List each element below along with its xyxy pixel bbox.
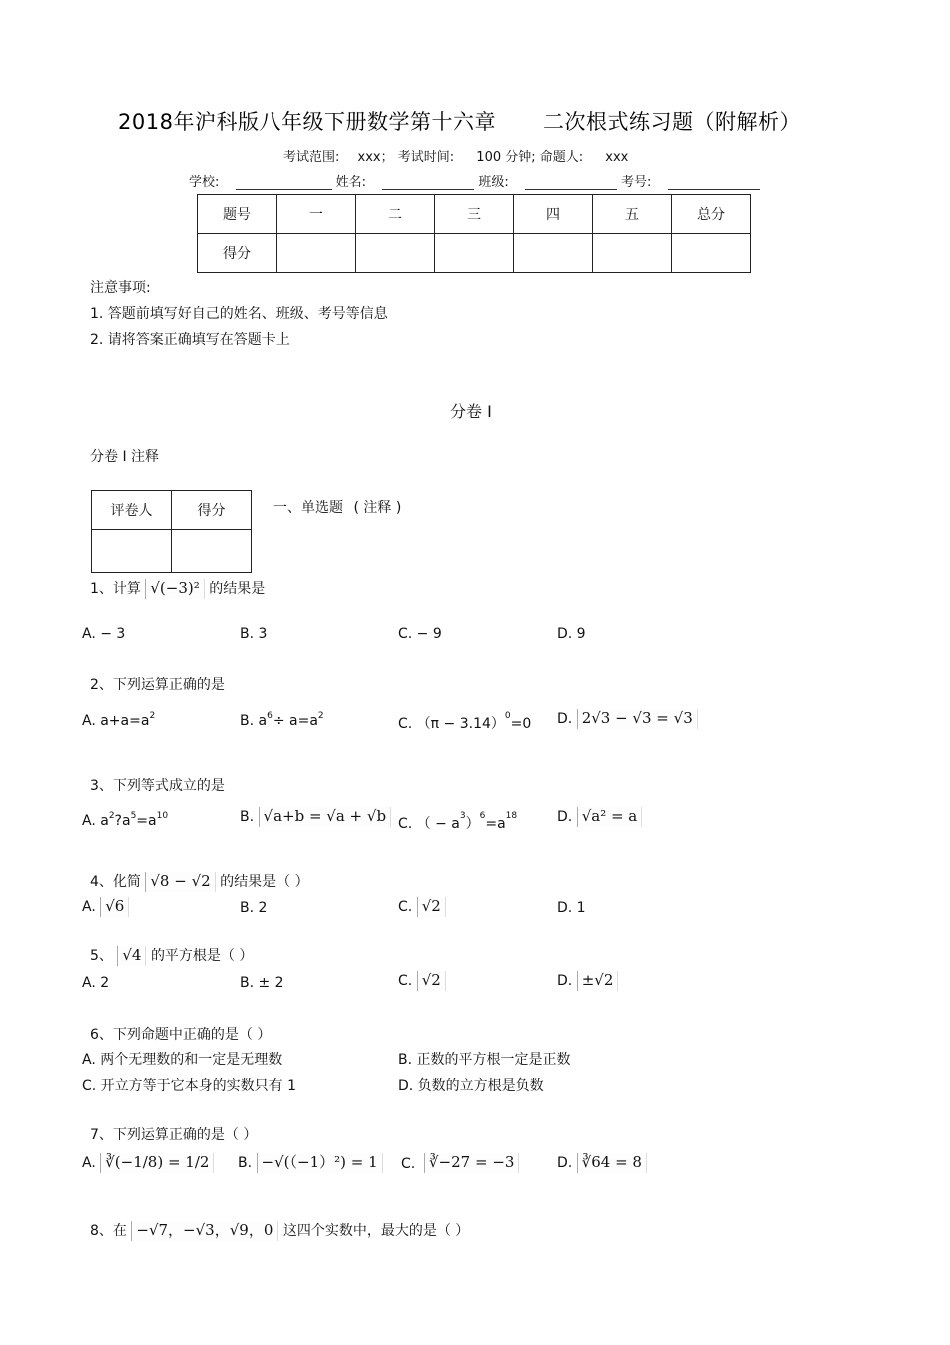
question-3-stem: 3、下列等式成立的是 <box>90 778 225 794</box>
question-7-stem: 7、下列运算正确的是（ ） <box>90 1127 258 1143</box>
q6-option-a[interactable]: A. 两个无理数的和一定是无理数 <box>82 1052 283 1068</box>
question-number: 1、计算 <box>90 581 141 597</box>
option-label: D. <box>557 711 573 727</box>
school-blank[interactable] <box>236 175 332 190</box>
q1-option-b[interactable]: B. 3 <box>240 626 268 642</box>
score-header-cell: 一 <box>277 195 356 234</box>
q3-option-b[interactable] <box>240 807 391 827</box>
q6-option-d[interactable]: D. 负数的立方根是负数 <box>398 1078 544 1094</box>
score-cell[interactable] <box>514 234 593 273</box>
q7-option-a[interactable] <box>82 1153 214 1173</box>
range-value: xxx； <box>357 150 394 165</box>
q3-option-d[interactable] <box>557 807 642 827</box>
score-cell[interactable] <box>435 234 514 273</box>
question-8-expression: −√7，−√3，√9，0 <box>131 1221 278 1241</box>
q2-option-a[interactable] <box>82 713 155 729</box>
page-title-right: 二次根式练习题（附解析） <box>543 110 801 134</box>
score-cell[interactable] <box>593 234 672 273</box>
option-text: A. a <box>82 813 109 829</box>
option-label: D. <box>557 1155 573 1171</box>
score-header-cell: 二 <box>356 195 435 234</box>
option-expression: 2√3 − √3 = √3 <box>577 709 698 729</box>
grader-row <box>92 530 252 573</box>
option-label: B. <box>238 1155 253 1171</box>
question-2-stem: 2、下列运算正确的是 <box>90 677 225 693</box>
q7-option-b[interactable] <box>238 1153 383 1173</box>
name-blank[interactable] <box>382 175 474 190</box>
q4-option-c[interactable] <box>398 897 446 917</box>
student-fields <box>189 171 760 190</box>
score-cell[interactable] <box>277 234 356 273</box>
question-6-stem: 6、下列命题中正确的是（ ） <box>90 1027 272 1043</box>
grader-header-cell: 评卷人 <box>92 491 172 530</box>
option-expression: ∛−27 = −3 <box>424 1153 519 1173</box>
superscript: 6 <box>267 711 273 721</box>
score-row-label: 得分 <box>198 234 277 273</box>
option-text: =a <box>485 816 506 832</box>
score-header-cell: 五 <box>593 195 672 234</box>
q1-option-c[interactable]: C. − 9 <box>398 626 442 642</box>
option-label: D. <box>557 973 573 989</box>
superscript: 2 <box>108 811 115 821</box>
superscript: 0 <box>504 711 511 721</box>
part-title-text: 一、单选题 <box>273 500 343 516</box>
q7-option-c-label: C. <box>401 1156 416 1172</box>
q4-option-a[interactable] <box>82 897 129 917</box>
option-expression: ∛64 = 8 <box>577 1153 647 1173</box>
option-text: ） <box>465 816 480 832</box>
page-title-left: 2018年沪科版八年级下册数学第十六章 <box>118 110 496 134</box>
exam-info <box>283 146 628 165</box>
option-label: A. <box>82 899 96 915</box>
question-8-stem <box>90 1220 469 1241</box>
q3-option-c[interactable] <box>398 813 517 833</box>
part-title <box>273 497 401 517</box>
notes-item: 2. 请将答案正确填写在答题卡上 <box>90 332 290 348</box>
q2-option-c[interactable] <box>398 713 531 733</box>
grader-header-cell: 得分 <box>172 491 252 530</box>
option-text: B. a <box>240 713 268 729</box>
question-stem-tail: 的平方根是（ ） <box>150 948 254 964</box>
option-text: ÷ a=a <box>272 713 318 729</box>
score-table-header-row <box>198 195 751 234</box>
score-cell[interactable] <box>672 234 751 273</box>
option-label: C. <box>398 899 413 915</box>
author-value: xxx <box>605 150 629 165</box>
notes-heading: 注意事项: <box>90 280 151 296</box>
question-number: 8、在 <box>90 1223 127 1239</box>
score-header-cell: 三 <box>435 195 514 234</box>
range-label: 考试范围: <box>283 150 340 165</box>
superscript: 2 <box>317 711 324 721</box>
option-expression: √a+b = √a + √b <box>259 807 392 827</box>
question-stem-tail: 这四个实数中，最大的是（ ） <box>282 1223 470 1239</box>
score-header-cell: 总分 <box>672 195 751 234</box>
question-stem-tail: 的结果是 <box>209 581 266 597</box>
question-4-expression: √8 − √2 <box>145 872 215 892</box>
notes-item: 1. 答题前填写好自己的姓名、班级、考号等信息 <box>90 306 388 322</box>
option-label: D. <box>557 809 573 825</box>
q6-option-c[interactable]: C. 开立方等于它本身的实数只有 1 <box>82 1078 297 1094</box>
option-expression: ±√2 <box>577 971 619 991</box>
superscript: 18 <box>505 811 518 821</box>
option-expression: √2 <box>417 897 446 917</box>
option-expression: −√(（−1）²) = 1 <box>257 1153 383 1173</box>
q1-option-d[interactable]: D. 9 <box>557 626 586 642</box>
q2-option-d[interactable] <box>557 709 698 729</box>
question-stem-tail: 的结果是（ ） <box>220 874 309 890</box>
score-table-row <box>198 234 751 273</box>
school-label: 学校: <box>189 175 220 190</box>
grader-header-row <box>92 491 252 530</box>
superscript: 10 <box>156 811 169 821</box>
part-note: ( 注释 ) <box>353 500 402 516</box>
score-table <box>197 194 751 273</box>
q5-option-d[interactable] <box>557 971 618 991</box>
q3-option-a[interactable] <box>82 813 168 829</box>
class-label: 班级: <box>478 175 509 190</box>
name-label: 姓名: <box>335 175 367 190</box>
superscript: 2 <box>149 711 156 721</box>
q5-option-c[interactable] <box>398 971 446 991</box>
number-blank[interactable] <box>668 175 760 190</box>
q2-option-b[interactable] <box>240 713 324 729</box>
superscript: 3 <box>459 811 466 821</box>
option-expression: √2 <box>417 971 446 991</box>
number-label: 考号: <box>621 175 652 190</box>
q6-option-b[interactable]: B. 正数的平方根一定是正数 <box>398 1052 571 1068</box>
q7-option-c[interactable] <box>424 1153 519 1173</box>
score-header-cell: 题号 <box>198 195 277 234</box>
q5-option-b[interactable]: B. ± 2 <box>240 975 284 991</box>
option-text: C. （ − a <box>398 816 460 832</box>
option-expression: ∛(−1/8) = 1/2 <box>100 1153 214 1173</box>
question-4-stem <box>90 871 309 892</box>
grader-cell[interactable] <box>92 530 172 573</box>
q5-option-a[interactable]: A. 2 <box>82 975 110 991</box>
option-text: A. a+a=a <box>82 713 150 729</box>
q4-option-d[interactable]: D. 1 <box>557 900 586 916</box>
section-note: 分卷 I 注释 <box>90 449 160 465</box>
superscript: 6 <box>479 811 486 821</box>
option-expression: √6 <box>100 897 129 917</box>
option-expression: √a² = a <box>577 807 643 827</box>
option-label: A. <box>82 1155 96 1171</box>
question-5-stem <box>90 945 253 966</box>
q4-option-b[interactable]: B. 2 <box>240 900 268 916</box>
time-label: 考试时间: <box>397 150 455 165</box>
option-text: =0 <box>510 716 532 732</box>
author-label: 命题人: <box>539 150 584 165</box>
option-label: B. <box>240 809 255 825</box>
option-text: C. （π − 3.14） <box>398 716 505 732</box>
question-1-expression: √(−3)² <box>145 579 204 599</box>
grader-table <box>91 490 252 573</box>
question-number: 4、化简 <box>90 874 141 890</box>
option-label: C. <box>398 973 413 989</box>
section-title: 分卷 I <box>450 402 492 421</box>
question-5-expression: √4 <box>117 946 146 966</box>
q7-option-d[interactable] <box>557 1153 647 1173</box>
score-header-cell: 四 <box>514 195 593 234</box>
grader-cell[interactable] <box>172 530 252 573</box>
class-blank[interactable] <box>525 175 617 190</box>
time-value: 100 分钟; <box>476 150 536 165</box>
option-text: =a <box>136 813 157 829</box>
question-1-stem <box>90 578 265 599</box>
question-number: 5、 <box>90 948 113 964</box>
score-cell[interactable] <box>356 234 435 273</box>
option-text: ?a <box>114 813 131 829</box>
superscript: 5 <box>130 811 137 821</box>
q1-option-a[interactable]: A. − 3 <box>82 626 126 642</box>
